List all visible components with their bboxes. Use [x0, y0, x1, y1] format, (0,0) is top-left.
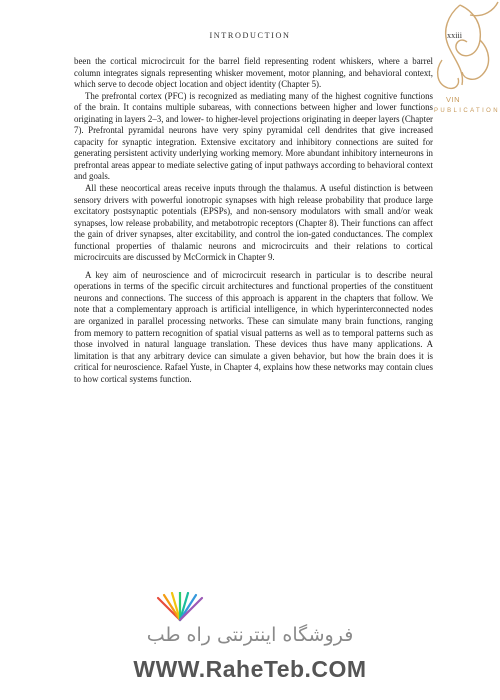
- paragraph: All these neocortical areas receive inputs through the thalamus. A useful distinction is between sensory drivers with powerful ionotropic synapses with high release probability that produce large excitatory postsynaptic potentials (EPSPs), and non-sensory modulators with small and/or weak synapses, low release probability, and metabotropic receptors (Chapter 8). Their functions can affect the gain of driver synapses, alter excitability, and control the ion-gated conductances. The complex functional properties of thalamic neurons and microcircuits and their relations to cortical microcircuits are discussed by McCormick in Chapter 9.: [74, 183, 433, 263]
- paragraph: The prefrontal cortex (PFC) is recognized as mediating many of the highest cognitive functions of the brain. It contains multiple subareas, with connections between higher and lower functions originating in layers 2–3, and lower- to higher-level projections originating in deeper layers (Chapter 7). Prefrontal pyramidal neurons have very spiny pyramidal cell dendrites that give increased capacity for synaptic integration. Extensive excitatory and inhibitory connections are suited for generating persistent activity underlying working memory. More abundant inhibitory interneurons in prefrontal areas appear to mediate selective gating of input pathways according to behavioral context and goals.: [74, 90, 433, 182]
- body-text: [74, 56, 433, 385]
- running-head: INTRODUCTION: [209, 31, 291, 40]
- paragraph: been the cortical microcircuit for the barrel field representing rodent whiskers, where a barrel column integrates signals representing whisker movement, motor planning, and behavioral context, which serve to decode object location and object identity (Chapter 5).: [74, 56, 433, 90]
- paragraph: A key aim of neuroscience and of microcircuit research in particular is to describe neural operations in terms of the specific circuit architectures and functional properties of the constituent neurons and connections. The success of this approach is apparent in the chapters that follow. We note that a complementary approach is artificial intelligence, in which hyperinterconnected nodes are organized in parallel processing networks. These can simulate many brain functions, ranging from memory to pattern recognition of spatial visual patterns as well as to temporal patterns such as those involved in natural language translation. These devices thus have many applications. A limitation is that any arbitrary device can simulate a given behavior, but how the brain does it is critical for neuroscience. Rafael Yuste, in Chapter 4, explains how these networks may contain clues to how cortical systems function.: [74, 269, 433, 384]
- publisher-logo-word: VIN: [446, 95, 461, 104]
- publisher-logo-sub: PUBLICATION: [434, 108, 500, 114]
- publisher-logo: [420, 0, 500, 125]
- page-number: xxiii: [447, 31, 463, 40]
- store-url: WWW.RaheTeb.COM: [133, 656, 367, 682]
- book-rainbow-icon: [150, 592, 210, 622]
- store-name: فروشگاه اینترنتی راه طب: [146, 624, 354, 646]
